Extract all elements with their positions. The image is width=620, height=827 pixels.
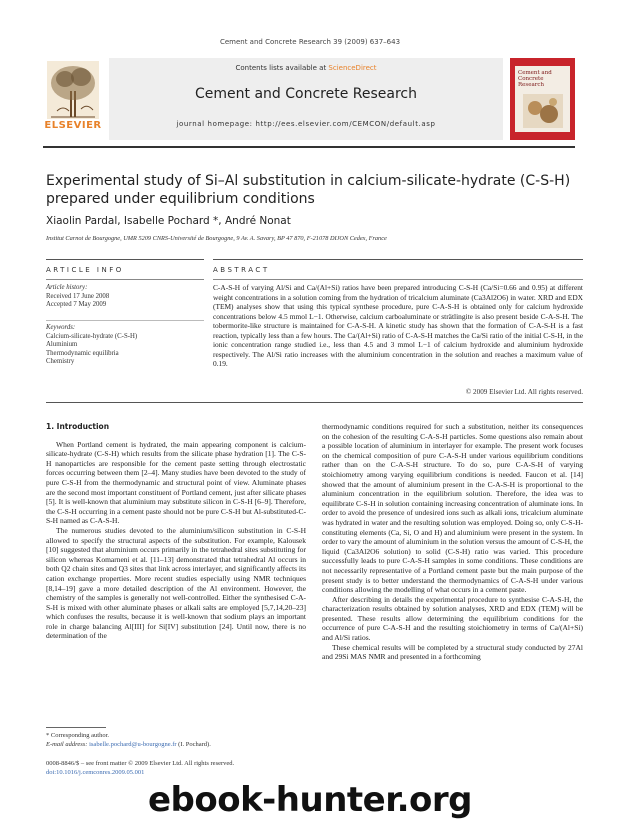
- footnote-rule: [46, 727, 106, 728]
- email-label: E-mail address:: [46, 740, 90, 748]
- keywords-label: Keywords:: [46, 324, 76, 331]
- keyword-item: Calcium-silicate-hydrate (C-S-H): [46, 332, 138, 340]
- journal-cover: [510, 58, 575, 140]
- keywords-block: [46, 324, 204, 367]
- article-history: [46, 284, 204, 310]
- accepted-date: Accepted 7 May 2009: [46, 301, 107, 309]
- abstract-text: C-A-S-H of varying Al/Si and Ca/(Al+Si) ratios have been prepared introducing C-S-H (Ca/Si=0.66 and 0.95) at different weight concentrations in a solution coming from the hydration of tricalcium aluminate (Ca3Al2O6) in water. XRD and EDX (TEM) analyses show that using this typical synthese procedure, pure C-A-S-H is obtained only for calcium hydroxide concentrations below 4.5 mmol L−1. Otherwise, calcium carboaluminate or strätlingite is also present beside C-A-S-H. The tobermorite-like structure is maintained for C-A-S-H. A kinetic study has shown that the formation of C-A-S-H is a fast reaction, typically less than a few hours. The Ca/(Al+Si) ratio of C-A-S-H matches the Ca/Si ratio of the initial C-S-H, in the ionic concentration range studied i.e., less than 4.5 and 3 mmol L−1 of calcium hydroxide and aluminium hydroxide respectively. The Al/Si ratio increases with the aluminium concentration in the solution and reaches a maximum value of 0.19.: [213, 283, 583, 368]
- abstract-rule: [213, 259, 583, 260]
- abstract-underline: [213, 279, 583, 280]
- running-head: Cement and Concrete Research 39 (2009) 637–643: [219, 38, 401, 46]
- elsevier-logo: [43, 58, 103, 140]
- keyword-item: Thermodynamic equilibria: [46, 349, 119, 357]
- paragraph: After describing in details the experimental procedure to synthesise C-A-S-H, the characterization results obtained by solution analyses, XRD and EDX (TEM) will be presented. These results allow determining the equilibrium conditions for the occurrence of pure C-A-S-H and the resulting stoichiometry in terms of Ca/(Al+Si) and Al/Si ratios.: [322, 594, 583, 643]
- article-info-underline: [46, 279, 204, 280]
- cover-title: Cement and Concrete Research: [518, 70, 552, 88]
- sciencedirect-link[interactable]: ScienceDirect: [328, 64, 377, 72]
- paragraph: thermodynamic conditions required for such a substitution, neither its consequences on the cohesion of the resulting C-A-S-H particles. Some questions also remain about a possible location of aluminium in interlayer for example. The present work focuses on the chemical composition of pure C-A-S-H under various equilibrium conditions rather than on the C-A-S-H structure. To do so, pure C-A-S-H of varying stoichiometry among varying equilibrium conditions is needed. Faucon et al. [14] showed that the amount of aluminium present in the C-A-S-H is proportional to the aluminium concentration in the equilibrium solution. Therefore, the idea was to equilibrate C-S-H in solution containing increasing concentration of aluminate ions. In order to avoid the presence of undesired ions such as alkali ions, tricalcium aluminate was hydrated in water and the resulting solution was employed. Doing so, only C-S-H-constituting elements (Ca, Si, O and H) and aluminium were present in the system. In order to vary the amount of aluminium in the solution versus the amount of C-S-H, the liquid (Ca3Al2O6 solution) to solid (C-S-H) ratio was varied. This procedure successfully leads to pure C-A-S-H samples in some conditions. These conditions are not necessarily representative of a Portland cement paste but the main purpose of the present study is to better understand the thermodynamics of C-A-S-H under various conditions allowing the modelling of what occurs in a cement paste.: [322, 422, 583, 595]
- section-heading: 1. Introduction: [46, 422, 110, 431]
- article-authors: Xiaolin Pardal, Isabelle Pochard *, André Nonat: [46, 215, 291, 227]
- left-column: [46, 422, 306, 641]
- cover-panel: [515, 66, 570, 132]
- keyword-item: Chemistry: [46, 358, 75, 366]
- abstract-heading: ABSTRACT: [213, 266, 270, 274]
- keywords-divider: [46, 320, 204, 321]
- watermark: ebook-hunter.org: [147, 780, 473, 820]
- paragraph: These chemical results will be completed by a structural study conducted by 27Al and 29Si MAS NMR and presented in a forthcoming: [322, 642, 583, 662]
- paragraph: When Portland cement is hydrated, the main appearing component is calcium-silicate-hydrate (C-S-H) which results from the silicate phase hydration [1]. The C-S-H nanoparticles are responsible for the cement paste setting through electrostatic forces occurring between them [2–4]. Many studies have been devoted to the study of pure C-S-H from the thermodynamic and structural point of view. Aluminate phases are the second most important constituent of Portland cement, just after silicate phases [5]. It is well-known that aluminium may substitute silicon in C-S-H [6–9]. Therefore, the C-S-H occurring in a cement paste should not be pure C-S-H but Al-substituted-C-S-H named as C-A-S-H.: [46, 439, 306, 526]
- contents-prefix: Contents lists available at: [235, 64, 329, 72]
- copyright-line: © 2009 Elsevier Ltd. All rights reserved.: [465, 388, 583, 396]
- footnote: [46, 732, 306, 749]
- author-affiliation: Institut Carnot de Bourgogne, UMR 5209 CNRS-Université de Bourgogne, 9 Av. A. Savary, BP 47 870, F-21078 DIJON Cedex, France: [46, 235, 387, 242]
- masthead-rule: [43, 146, 575, 148]
- email-line: [46, 741, 306, 750]
- received-date: Received 17 June 2008: [46, 292, 110, 300]
- history-label: Article history:: [46, 284, 88, 291]
- article-title: Experimental study of Si–Al substitution in calcium-silicate-hydrate (C-S-H) prepared under equilibrium conditions: [46, 173, 571, 207]
- doi-link[interactable]: doi:10.1016/j.cemconres.2009.05.001: [46, 768, 145, 776]
- email-link[interactable]: isabelle.pochard@u-bourgogne.fr: [89, 740, 177, 748]
- journal-homepage-link[interactable]: journal homepage: http://ees.elsevier.com/CEMCON/default.asp: [176, 120, 436, 128]
- journal-title: Cement and Concrete Research: [195, 86, 417, 102]
- article-info-heading: ARTICLE INFO: [46, 266, 124, 274]
- paragraph: The numerous studies devoted to the aluminium/silicon substitution in C-S-H allowed to specify the structural aspects of the substitution. For example, Kalousek [10] suggested that aluminium occurs primarily in the tetrahedral sites substituting for silicon whereas Komarneni et al. [11–13] demonstrated that tetrahedral Al occurs in both Q2 chain sites and Q3 sites that link across interlayer, and significantly affects its cation exchange properties. More recent studies especially using NMR techniques [8,14–19] gave a more detailed description of the Al environment. However, the chemistry of the samples is generally not well-controlled. Either the synthesised C-A-S-H is mixed with other aluminate phases or alkali salts are employed [5,7,14,20–23] which confuses the results, because it is well-known that sodium plays an important role in charge balancing Al[III] for Si[IV] substitution [24]. Until now, there is no determination of the: [46, 525, 306, 641]
- publisher-name: ELSEVIER: [44, 120, 102, 131]
- elsevier-tree-icon: [47, 61, 99, 119]
- body-rule: [46, 402, 583, 403]
- info-rule: [46, 259, 204, 260]
- contents-line: [109, 64, 503, 72]
- issn-line: 0008-8846/$ – see front matter © 2009 Elsevier Ltd. All rights reserved.: [46, 760, 235, 767]
- journal-masthead: [43, 58, 575, 140]
- corresponding-author-note: * Corresponding author.: [46, 732, 110, 739]
- article-identifiers: [46, 760, 346, 777]
- cover-image-icon: [523, 94, 563, 128]
- journal-banner: [109, 58, 503, 140]
- keyword-item: Aluminium: [46, 341, 78, 349]
- right-column: [322, 422, 583, 662]
- email-suffix: (I. Pochard).: [176, 740, 211, 748]
